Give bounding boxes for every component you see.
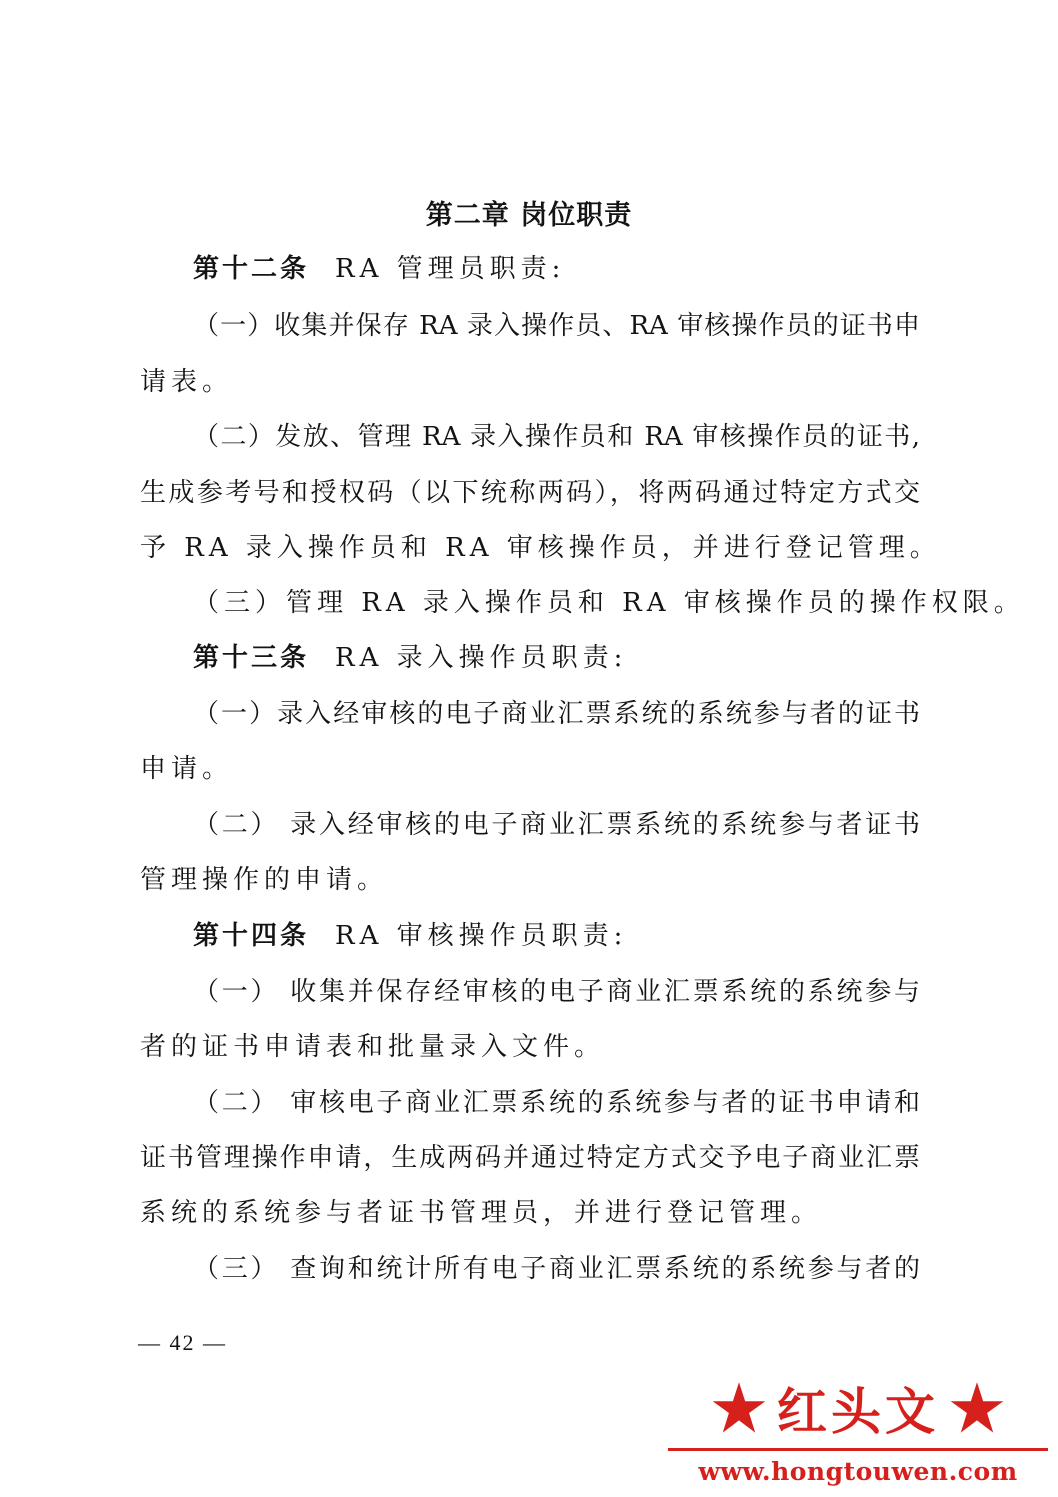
paragraph-line: 请表。 <box>140 367 234 397</box>
article-heading-text: RA 管理员职责: <box>335 254 566 284</box>
watermark-divider <box>668 1448 1048 1451</box>
article-number: 第十三条 <box>193 643 310 673</box>
paragraph-line: 申请。 <box>140 754 234 784</box>
paragraph-line: 证书管理操作申请，生成两码并通过特定方式交予电子商业汇票 <box>140 1143 920 1173</box>
article-number: 第十二条 <box>193 254 310 284</box>
paragraph-line: （二）发放、管理 RA 录入操作员和 RA 审核操作员的证书, <box>193 422 920 452</box>
star-icon <box>949 1380 1005 1436</box>
article-number: 第十四条 <box>193 921 310 951</box>
article-heading-text: RA 录入操作员职责: <box>335 643 628 673</box>
paragraph-line: 者的证书申请表和批量录入文件。 <box>140 1032 606 1062</box>
paragraph-line: （三）管理 RA 录入操作员和 RA 审核操作员的操作权限。 <box>193 588 1025 618</box>
watermark-title-text: 红头文 <box>777 1383 939 1441</box>
paragraph-line: 管理操作的申请。 <box>140 865 389 895</box>
paragraph-line: （二） 录入经审核的电子商业汇票系统的系统参与者证书 <box>193 810 920 840</box>
watermark-title <box>668 1372 1048 1444</box>
watermark-url: www.hongtouwen.com <box>698 1457 1018 1486</box>
page-number: — 42 — <box>138 1330 227 1355</box>
article-heading-12 <box>193 249 973 289</box>
paragraph-line: 生成参考号和授权码（以下统称两码），将两码通过特定方式交 <box>140 478 920 508</box>
chapter-title: 第二章 岗位职责 <box>425 200 633 231</box>
paragraph-line: （三） 查询和统计所有电子商业汇票系统的系统参与者的 <box>193 1254 920 1284</box>
paragraph-line: （二） 审核电子商业汇票系统的系统参与者的证书申请和 <box>193 1088 920 1118</box>
article-heading-14 <box>193 916 973 956</box>
paragraph-line: （一）收集并保存 RA 录入操作员、RA 审核操作员的证书申 <box>193 311 920 341</box>
watermark <box>668 1372 1048 1492</box>
paragraph-line: （一）录入经审核的电子商业汇票系统的系统参与者的证书 <box>193 699 920 729</box>
article-heading-13 <box>193 638 973 678</box>
paragraph-line: 系统的系统参与者证书管理员，并进行登记管理。 <box>140 1198 823 1228</box>
star-icon <box>711 1380 767 1436</box>
article-heading-text: RA 审核操作员职责: <box>335 921 628 951</box>
paragraph-line: 予 RA 录入操作员和 RA 审核操作员，并进行登记管理。 <box>140 533 941 563</box>
paragraph-line: （一） 收集并保存经审核的电子商业汇票系统的系统参与 <box>193 977 920 1007</box>
